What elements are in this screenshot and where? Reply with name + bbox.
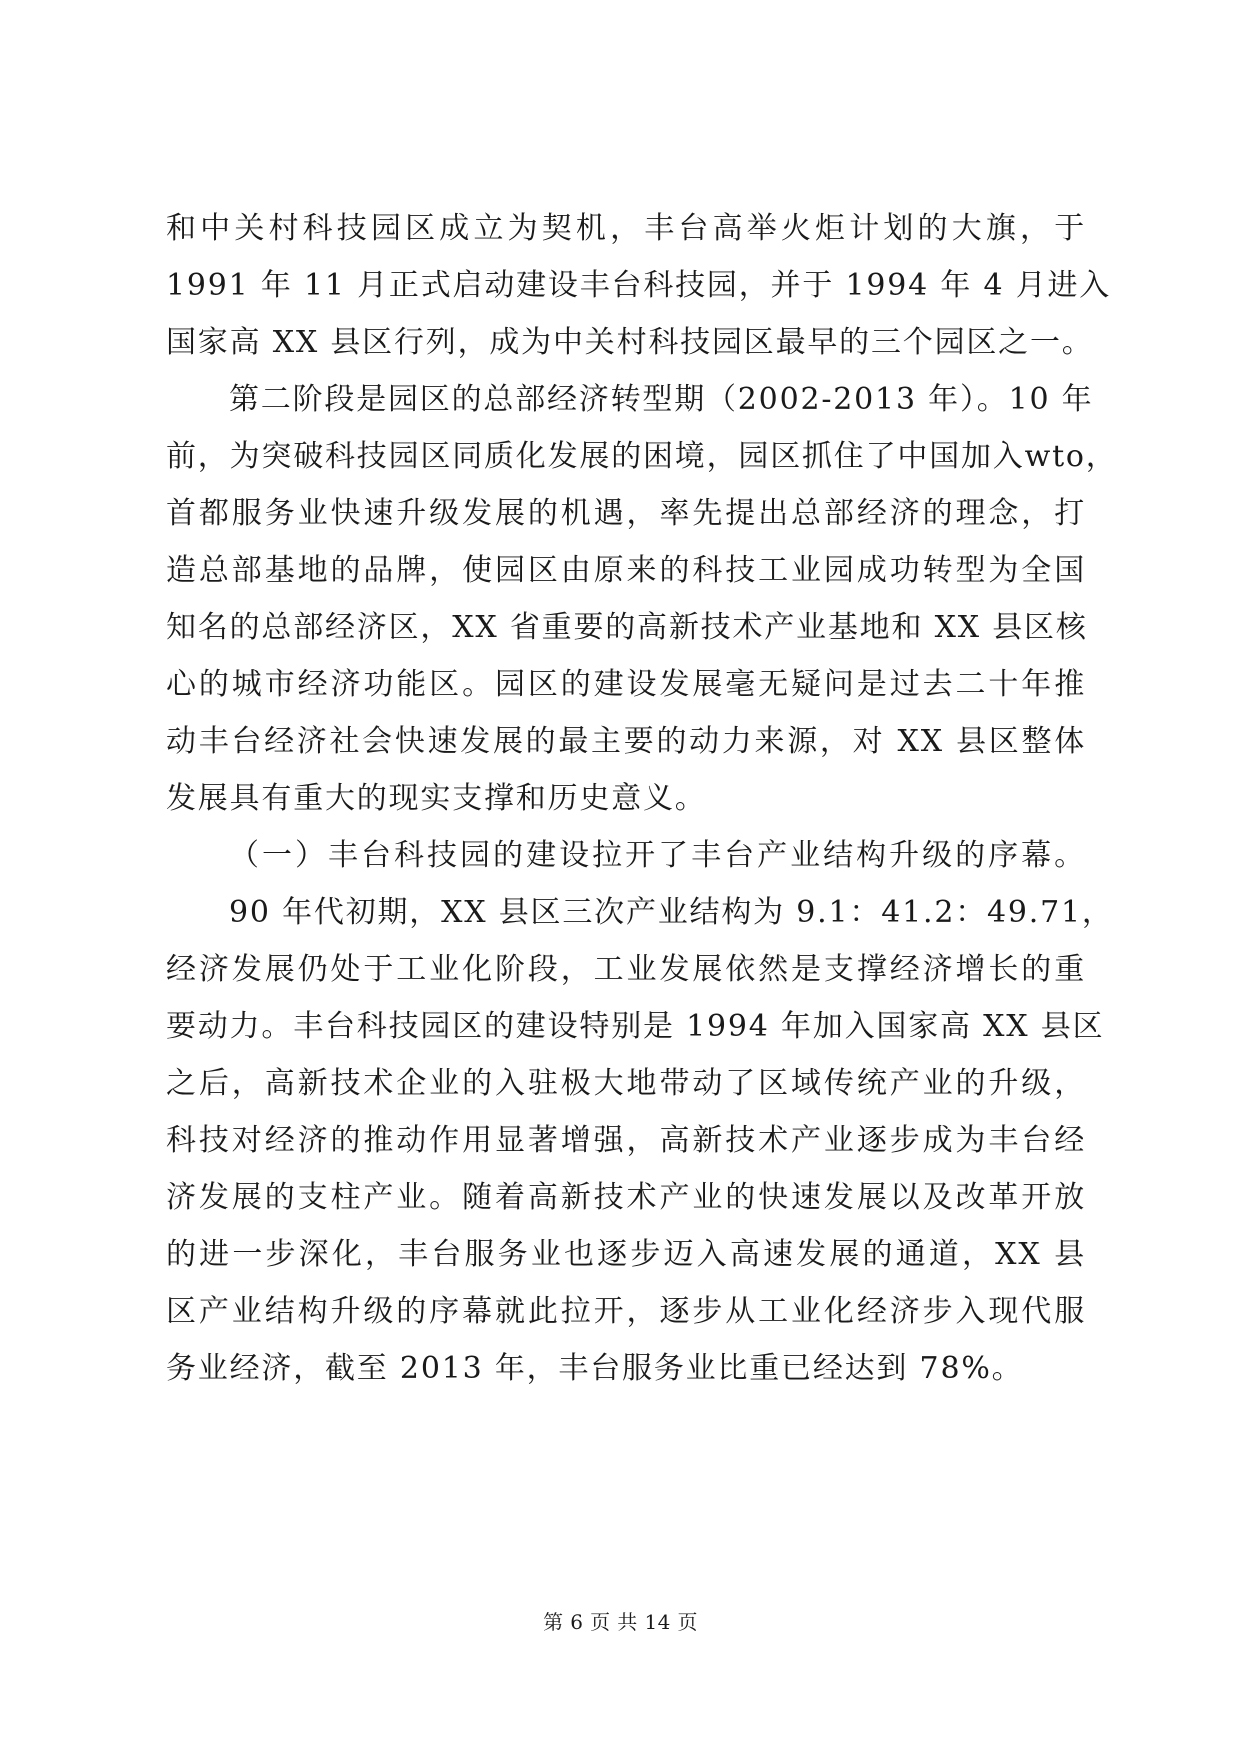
body-line: 前，为突破科技园区同质化发展的困境，园区抓住了中国加入wto， — [166, 439, 1118, 474]
body-line: 要动力。丰台科技园区的建设特别是 1994 年加入国家高 XX 县区 — [166, 1009, 1105, 1044]
body-line: 发展具有重大的现实支撑和历史意义。 — [166, 781, 707, 816]
body-line: 90 年代初期，XX 县区三次产业结构为 9.1：41.2：49.71， — [229, 895, 1114, 930]
body-line: 心的城市经济功能区。园区的建设发展毫无疑问是过去二十年推 — [166, 667, 1086, 702]
body-line: 首都服务业快速升级发展的机遇，率先提出总部经济的理念，打 — [166, 496, 1086, 531]
body-line: 经济发展仍处于工业化阶段，工业发展依然是支撑经济增长的重 — [166, 952, 1086, 987]
body-line: 和中关村科技园区成立为契机，丰台高举火炬计划的大旗，于 — [166, 211, 1086, 246]
body-line: 第二阶段是园区的总部经济转型期（2002-2013 年）。10 年 — [229, 382, 1094, 417]
body-line: 济发展的支柱产业。随着高新技术产业的快速发展以及改革开放 — [166, 1180, 1086, 1215]
body-line: 务业经济，截至 2013 年，丰台服务业比重已经达到 78%。 — [166, 1351, 1024, 1386]
body-line: 科技对经济的推动作用显著增强，高新技术产业逐步成为丰台经 — [166, 1123, 1086, 1158]
body-line: 造总部基地的品牌，使园区由原来的科技工业园成功转型为全国 — [166, 553, 1086, 588]
body-line: 之后，高新技术企业的入驻极大地带动了区域传统产业的升级， — [166, 1066, 1086, 1101]
body-line: 1991 年 11 月正式启动建设丰台科技园，并于 1994 年 4 月进入 — [166, 268, 1112, 303]
body-line: 知名的总部经济区，XX 省重要的高新技术产业基地和 XX 县区核 — [166, 610, 1088, 645]
body-line: 区产业结构升级的序幕就此拉开，逐步从工业化经济步入现代服 — [166, 1294, 1086, 1329]
section-heading: （一）丰台科技园的建设拉开了丰台产业结构升级的序幕。 — [229, 838, 1086, 873]
body-line: 国家高 XX 县区行列，成为中关村科技园区最早的三个园区之一。 — [166, 325, 1094, 360]
body-line: 的进一步深化，丰台服务业也逐步迈入高速发展的通道，XX 县 — [166, 1237, 1086, 1272]
body-line: 动丰台经济社会快速发展的最主要的动力来源，对 XX 县区整体 — [166, 724, 1086, 759]
page-number-footer: 第 6 页 共 14 页 — [543, 1610, 698, 1634]
